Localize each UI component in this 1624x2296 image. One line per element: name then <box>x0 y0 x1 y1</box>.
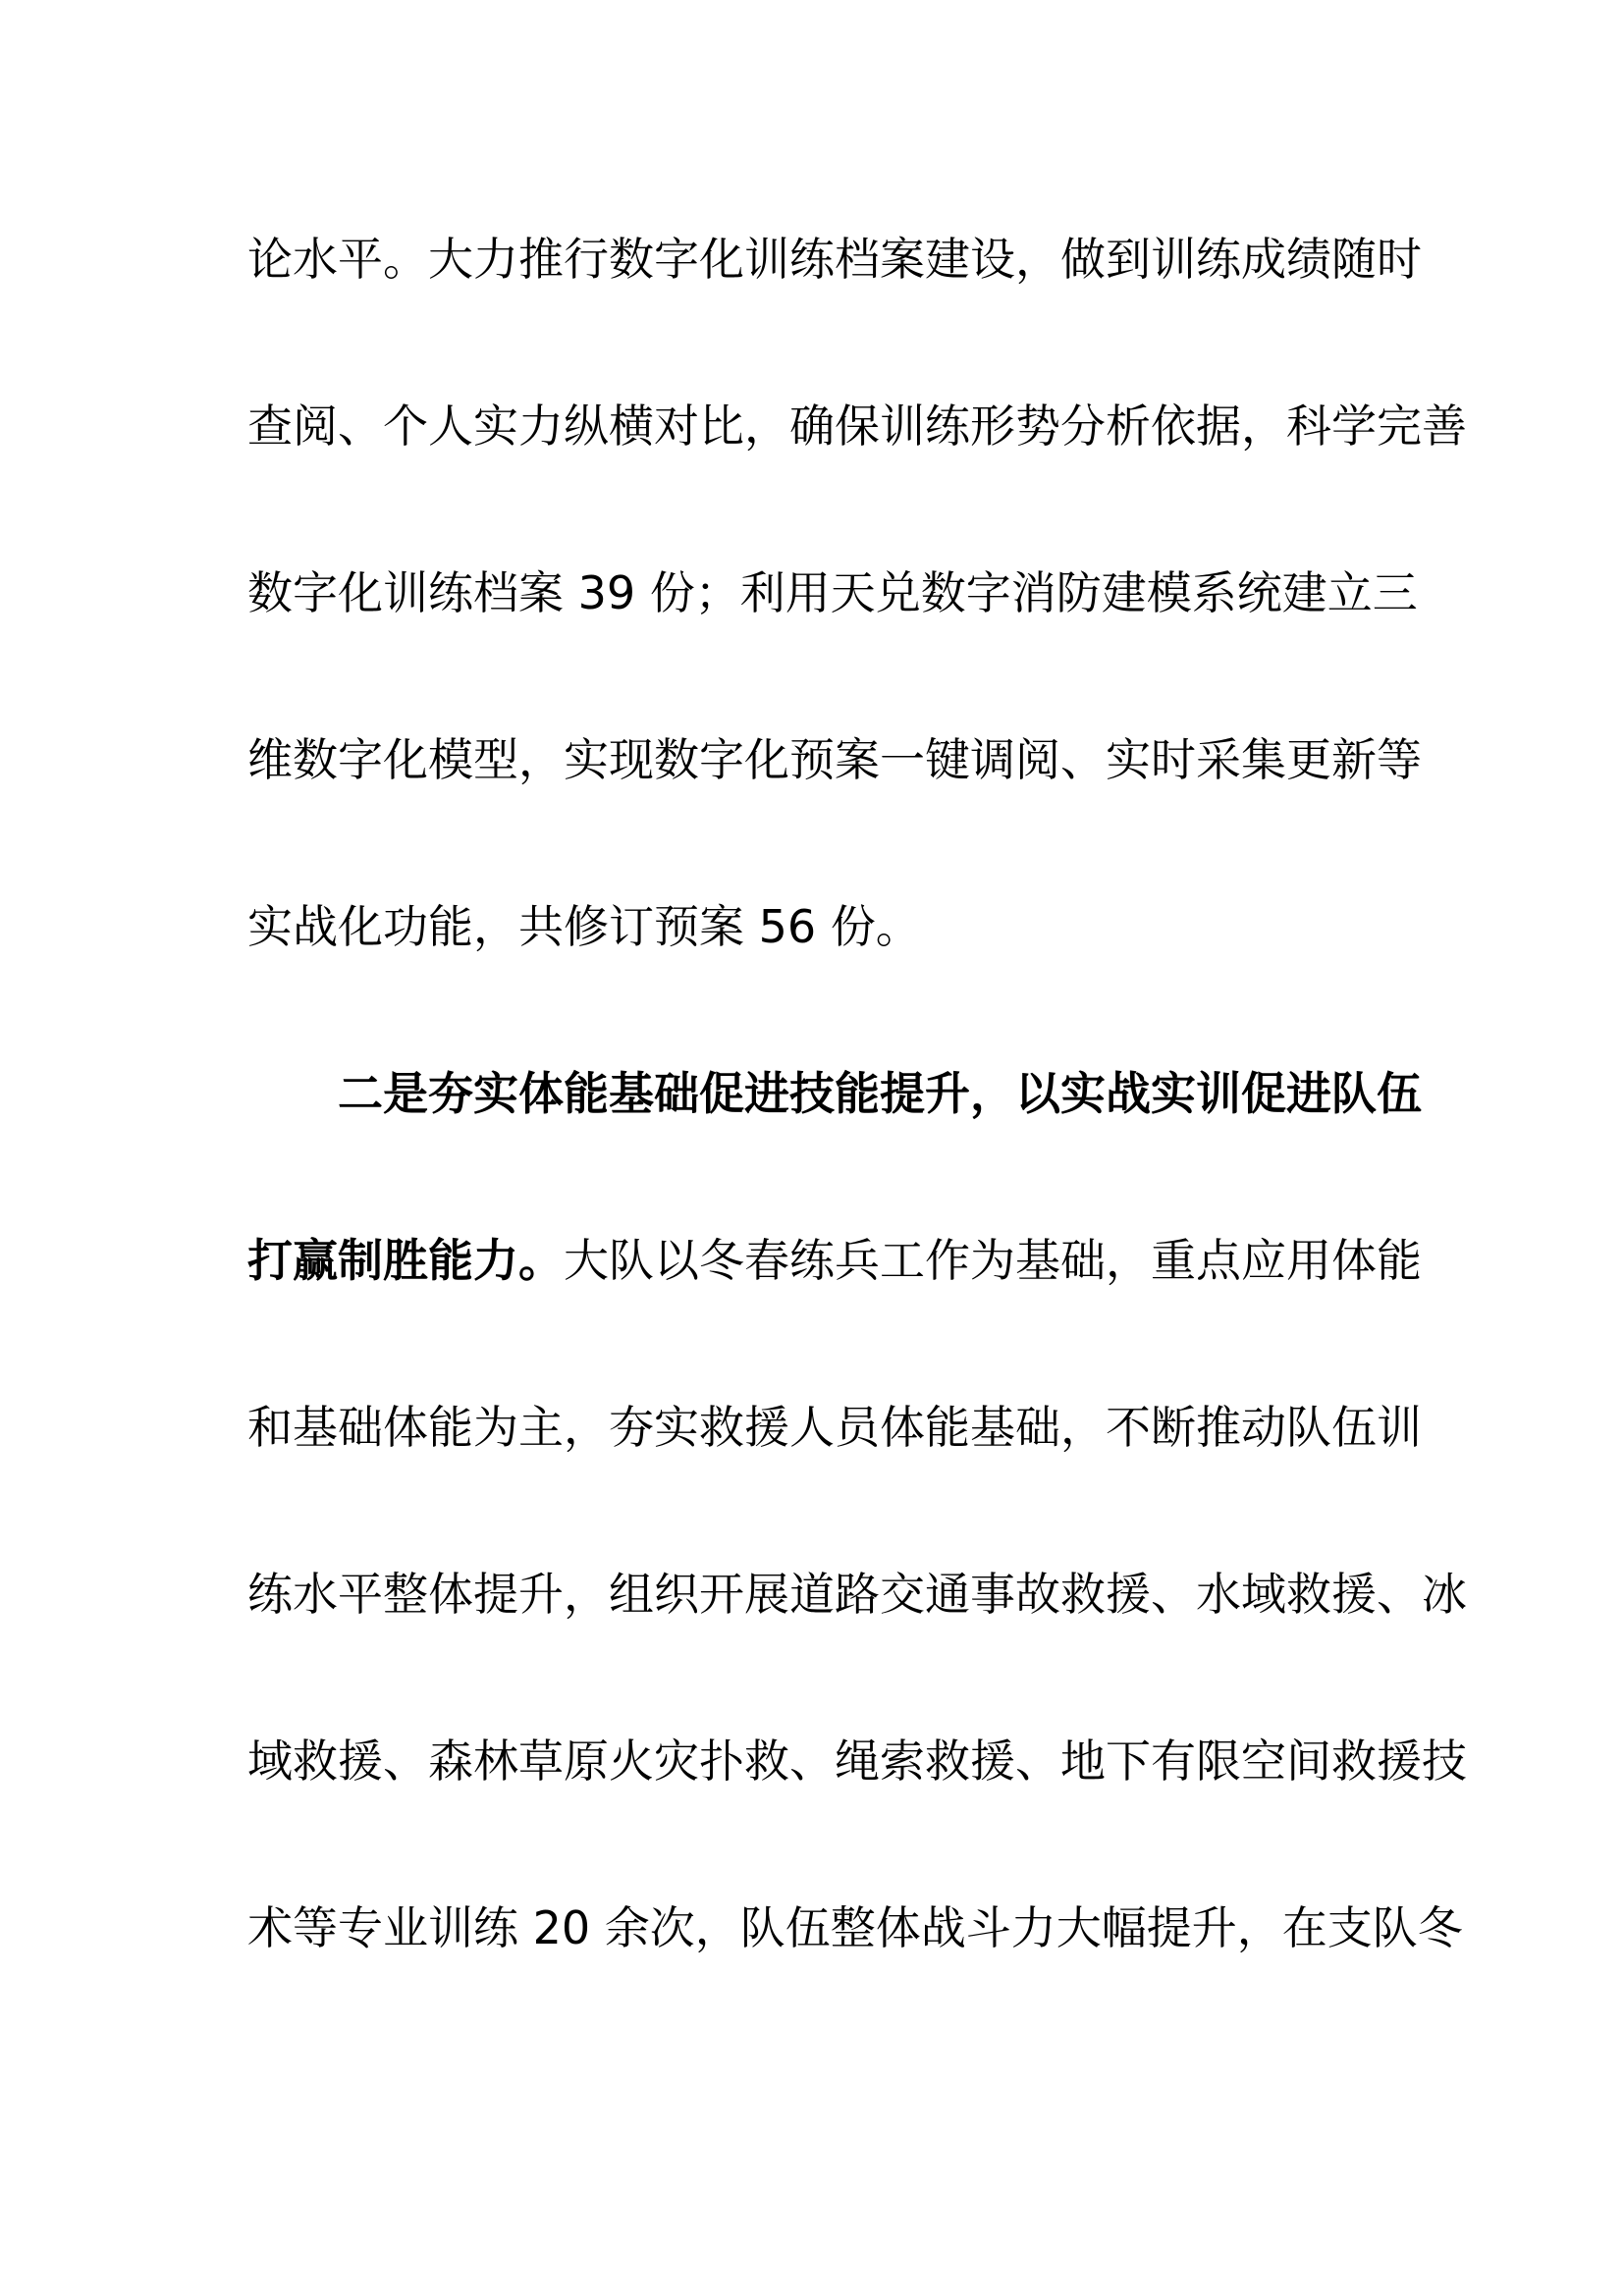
paragraph-line-4 <box>247 721 1422 799</box>
line-11-text: 术等专业训练 20 余次，队伍整体战斗力大幅提升，在支队冬 <box>247 1901 1463 1954</box>
paragraph-line-5 <box>247 887 1386 966</box>
line-9-text: 练水平整体提升，组织开展道路交通事故救援、水域救援、冰 <box>247 1568 1467 1621</box>
line-1-text: 论水平。大力推行数字化训练档案建设，做到训练成绩随时 <box>247 233 1422 286</box>
paragraph-line-7 <box>247 1221 1422 1300</box>
line-4-text: 维数字化模型，实现数字化预案一键调阅、实时采集更新等 <box>247 733 1422 786</box>
paragraph-line-11 <box>247 1889 1463 1967</box>
line-7-text: 大队以冬春练兵工作为基础，重点应用体能 <box>564 1234 1422 1287</box>
paragraph-line-6 <box>338 1054 1422 1133</box>
line-10-text: 域救援、森林草原火灾扑救、绳索救援、地下有限空间救援技 <box>247 1735 1467 1788</box>
line-5-text: 实战化功能，共修订预案 56 份。 <box>247 900 921 953</box>
paragraph-line-1 <box>247 220 1422 298</box>
paragraph-line-8 <box>247 1388 1422 1467</box>
line-7-heading-text: 打赢制胜能力。 <box>247 1234 564 1287</box>
line-6-heading-text: 二是夯实体能基础促进技能提升，以实战实训促进队伍 <box>338 1067 1422 1120</box>
paragraph-line-9 <box>247 1555 1467 1633</box>
paragraph-line-10 <box>247 1722 1467 1800</box>
line-8-text: 和基础体能为主，夯实救援人员体能基础，不断推动队伍训 <box>247 1401 1422 1454</box>
line-2-text: 查阅、个人实力纵横对比，确保训练形势分析依据，科学完善 <box>247 400 1467 453</box>
paragraph-line-2 <box>247 387 1467 465</box>
paragraph-line-3 <box>247 554 1418 632</box>
line-3-text: 数字化训练档案 39 份；利用天兑数字消防建模系统建立三 <box>247 566 1418 619</box>
